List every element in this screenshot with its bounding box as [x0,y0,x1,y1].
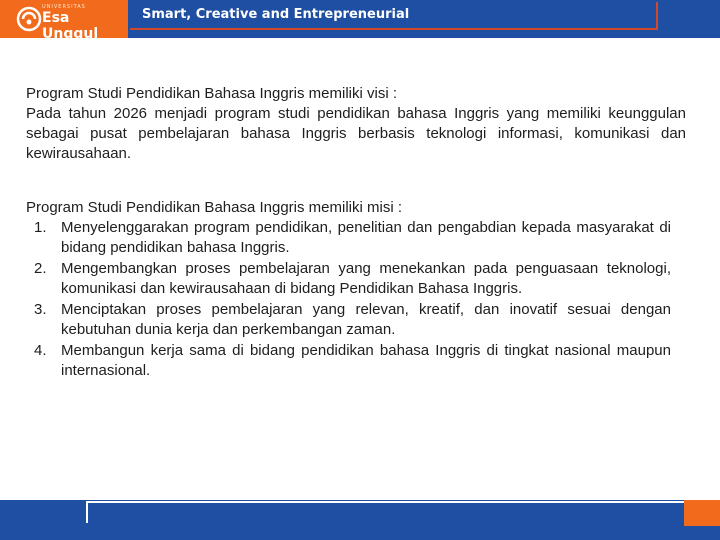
misi-section [26,198,686,381]
logo-name: Esa Unggul [42,10,99,42]
list-item [26,218,671,258]
list-item [26,259,671,299]
list-item [26,300,671,340]
list-item-number: 2. [34,260,47,277]
list-item-text: Membangun kerja sama di bidang pendidikan bahasa Inggris di tingkat nasional maupun internasional. [61,342,671,379]
visi-text: Pada tahun 2026 menjadi program studi pendidikan bahasa Inggris yang memiliki keunggulan sebagai pusat pembelajaran bahasa Inggris berbasis teknologi informasi, komunikasi dan kewirausahaan. [26,105,686,162]
list-item-number: 4. [34,342,47,359]
visi-section [26,84,686,164]
list-item-text: Menyelenggarakan program pendidikan, penelitian dan pengabdian kepada masyarakat di bidang pendidikan bahasa Inggris. [61,219,671,256]
logo-university-label: UNIVERSITAS [42,4,86,10]
header-tagline: Smart, Creative and Entrepreneurial [142,7,410,22]
list-item [26,341,671,381]
footer-frame-line [86,501,684,523]
list-item-text: Menciptakan proses pembelajaran yang relevan, kreatif, dan inovatif sesuai dengan kebutuhan dunia kerja dan perkembangan zaman. [61,301,671,338]
visi-title: Program Studi Pendidikan Bahasa Inggris memiliki visi : [26,85,397,102]
list-item-number: 1. [34,219,47,236]
footer-accent [684,500,720,526]
list-item-text: Mengembangkan proses pembelajaran yang menekankan pada penguasaan teknologi, komunikasi dan kewirausahaan di bidang Pendidikan Bahasa Inggris. [61,260,671,297]
list-item-number: 3. [34,301,47,318]
misi-list [26,218,671,381]
misi-title: Program Studi Pendidikan Bahasa Inggris memiliki misi : [26,199,402,216]
logo-swirl-icon [16,6,42,32]
slide-content [26,84,686,382]
university-logo [0,0,128,42]
